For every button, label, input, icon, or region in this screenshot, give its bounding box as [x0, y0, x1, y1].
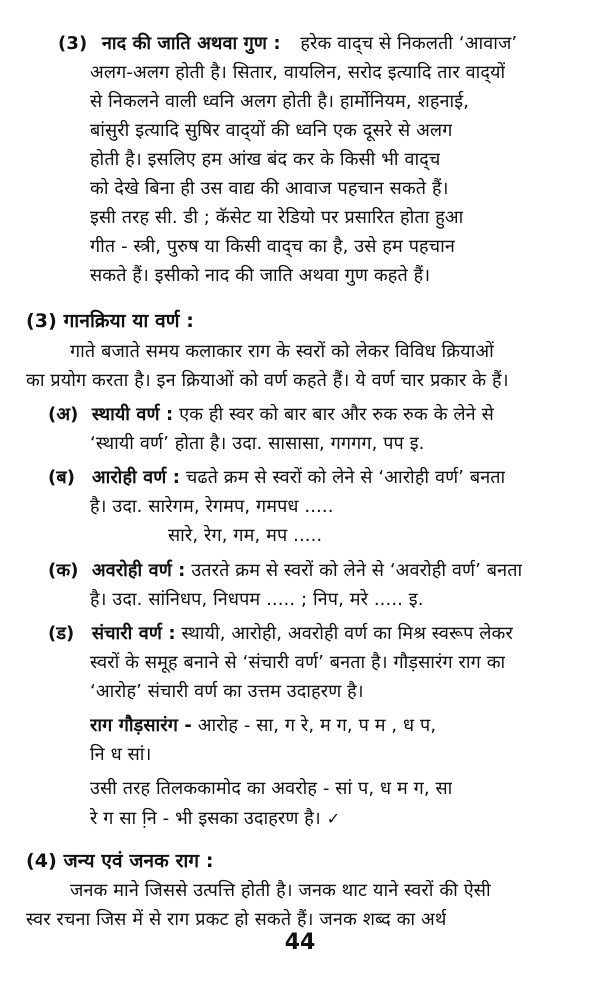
raga-notes-text: रे ग सा नि़ - भी इसका उदाहरण है।	[90, 808, 321, 829]
page-number: 44	[284, 930, 316, 955]
paragraph-line: सकते हैं। इसीको नाद की जाति अथवा गुण कहते हैं।	[90, 265, 431, 286]
section-number: (3)	[58, 33, 88, 54]
paragraph-line: गीत - स्त्री, पुरुष या किसी वाद्‌च का है, उसे हम पहचान	[90, 236, 455, 257]
section-nad-jati-first-line	[58, 30, 517, 60]
list-marker: (ब)	[48, 467, 76, 488]
paragraph-line: अलग-अलग होती है। सितार, वायलिन, सरोद इत्यादि तार वाद्‌यों	[90, 62, 506, 83]
raga-notes-line: नि ध सां।	[90, 744, 152, 765]
paragraph-line: सारे, रेग, गम, मप .....	[168, 525, 323, 546]
paragraph-line: है। उदा. सारेगम, रेगमप, गमपध .....	[90, 496, 334, 517]
section-heading-janya-janak: (4) जन्य एवं जनक राग :	[26, 850, 214, 872]
term-label: स्थायी वर्ण :	[91, 404, 174, 425]
paragraph-text: हरेक वाद्‌च से निकलती ‘आवाज’	[300, 33, 518, 54]
paragraph-text: एक ही स्वर को बार बार और रुक रुक के लेने से	[179, 404, 494, 425]
paragraph-line: से निकलने वाली ध्वनि अलग होती है। हार्मोनियम, शहनाई,	[90, 91, 470, 112]
paragraph-line: को देखे बिना ही उस वाद्य की आवाज पहचान सकते हैं।	[90, 178, 449, 199]
list-marker: (ड)	[48, 623, 75, 644]
paragraph-line: जनक माने जिससे उत्पत्ति होती है। जनक थाट याने स्वरों की ऐसी	[70, 880, 491, 901]
list-item-sanchari-varna	[48, 620, 513, 650]
paragraph-line: होती है। इसलिए हम आंख बंद कर के किसी भी वाद्‌च	[90, 149, 441, 170]
paragraph-line: का प्रयोग करता है। इन क्रियाओं को वर्ण कहते हैं। ये वर्ण चार प्रकार के हैं।	[26, 370, 509, 391]
paragraph-text: उतरते क्रम से स्वरों को लेने से ‘अवरोही वर्ण’ बनता	[191, 560, 523, 581]
raga-label: राग गौड़सारंग -	[90, 715, 192, 736]
paragraph-line: बांसुरी इत्यादि सुषिर वाद्‌यों की ध्वनि एक दूसरे से अलग	[90, 120, 453, 141]
term-label: आरोही वर्ण :	[91, 467, 181, 488]
raga-notes-line	[90, 805, 340, 835]
term-label: अवरोही वर्ण :	[91, 560, 186, 581]
raga-notes-line: उसी तरह तिलककामोद का अवरोह - सां प, ध म ग, सा	[90, 778, 453, 799]
paragraph-line: है। उदा. सांनिधप, निधपम ..... ; निप, मरे ..... इ.	[90, 589, 424, 610]
paragraph-line: इसी तरह सी. डी ; कॅसेट या रेडियो पर प्रसारित होता हुआ	[90, 207, 464, 228]
checkmark-icon: ✓	[326, 809, 341, 828]
list-item-arohi-varna	[48, 464, 505, 494]
section-term: नाद की जाति अथवा गुण :	[101, 33, 281, 54]
paragraph-line: स्वर रचना जिस में से राग प्रकट हो सकते हैं। जनक शब्द का अर्थ	[26, 909, 447, 930]
list-item-sthayi-varna	[48, 401, 494, 431]
paragraph-line: गाते बजाते समय कलाकार राग के स्वरों को लेकर विविध क्रियाओं	[70, 341, 494, 362]
raga-example-line	[90, 712, 436, 742]
paragraph-line: ‘स्थायी वर्ण’ होता है। उदा. सासासा, गगगग, पप इ.	[90, 433, 425, 454]
list-marker: (क)	[48, 560, 79, 581]
raga-notes: आरोह - सा, ग रे, म ग, प म , ध प,	[197, 715, 437, 736]
paragraph-text: स्थायी, आरोही, अवरोही वर्ण का मिश्र स्वरूप लेकर	[181, 623, 513, 644]
paragraph-line: ‘आरोह’ संचारी वर्ण का उत्तम उदाहरण है।	[90, 681, 364, 702]
list-item-avarohi-varna	[48, 557, 522, 587]
paragraph-text: चढते क्रम से स्वरों को लेने से ‘आरोही वर्ण’ बनता	[185, 467, 506, 488]
term-label: संचारी वर्ण :	[91, 623, 176, 644]
paragraph-line: स्वरों के समूह बनाने से ‘संचारी वर्ण’ बनता है। गौड़सारंग राग का	[90, 652, 506, 673]
list-marker: (अ)	[48, 404, 79, 425]
section-heading-varna: (3) गानक्रिया या वर्ण :	[26, 310, 195, 332]
